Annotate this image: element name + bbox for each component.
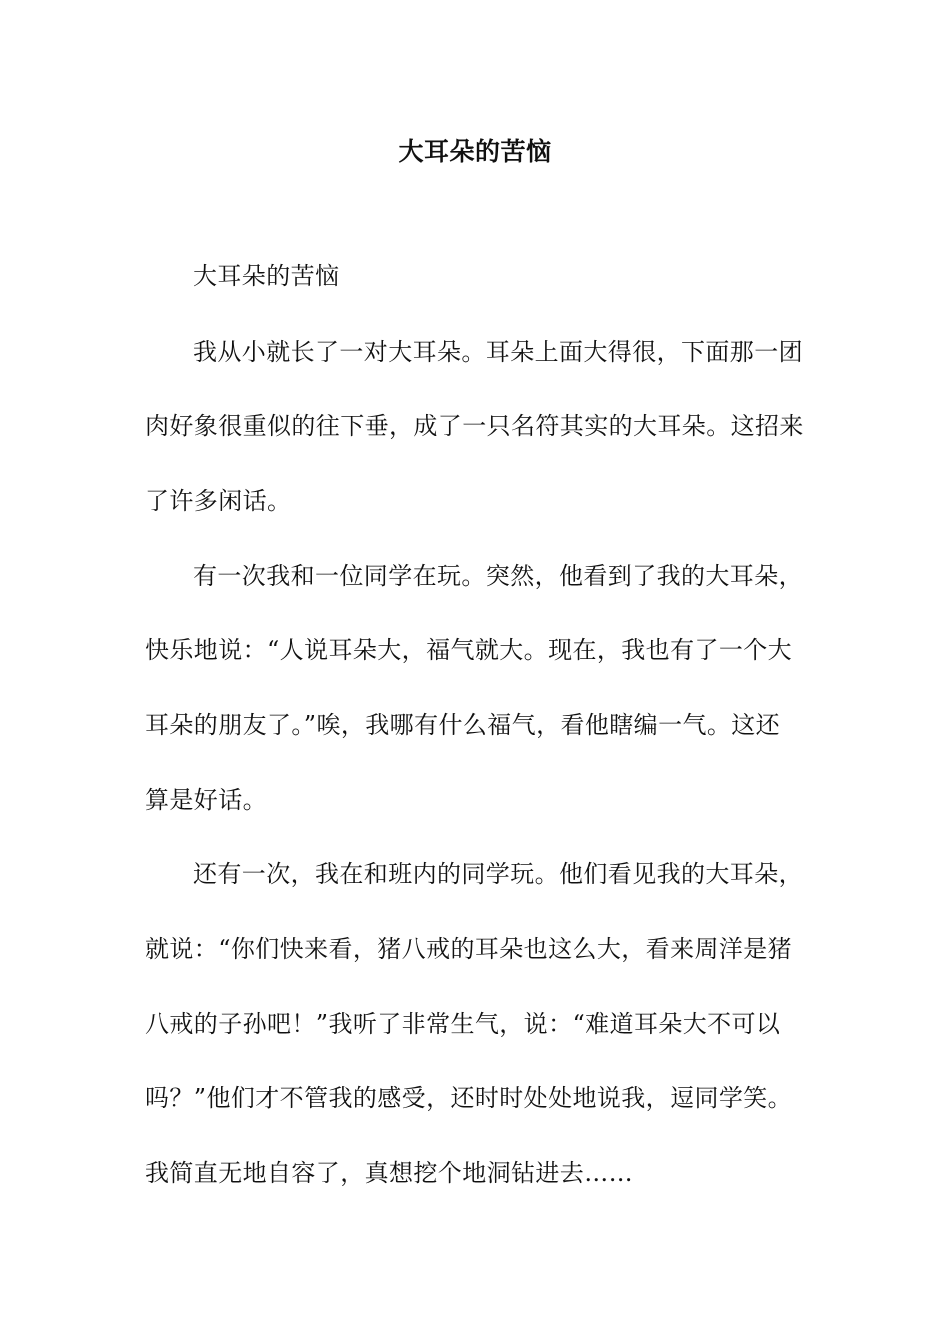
subtitle-line: 大耳朵的苦恼 (193, 262, 340, 290)
paragraph-3-line-4: 吗？”他们才不管我的感受，还时时处处地说我，逗同学笑。 (145, 1084, 793, 1112)
paragraph-2-line-1: 有一次我和一位同学在玩。突然，他看到了我的大耳朵， (193, 562, 803, 590)
paragraph-2-line-4: 算是好话。 (145, 786, 267, 814)
paragraph-1-line-1: 我从小就长了一对大耳朵。耳朵上面大得很，下面那一团 (193, 338, 803, 366)
paragraph-3-line-2: 就说：“你们快来看，猪八戒的耳朵也这么大，看来周洋是猪 (145, 935, 793, 963)
paragraph-2-line-2: 快乐地说：“人说耳朵大，福气就大。现在，我也有了一个大 (145, 636, 793, 664)
paragraph-3-line-1: 还有一次，我在和班内的同学玩。他们看见我的大耳朵， (193, 860, 803, 888)
document-title: 大耳朵的苦恼 (398, 137, 552, 166)
paragraph-2-line-3: 耳朵的朋友了。”唉，我哪有什么福气，看他瞎编一气。这还 (145, 711, 781, 739)
paragraph-3-line-5: 我简直无地自容了，真想挖个地洞钻进去…… (145, 1159, 633, 1187)
paragraph-3-line-3: 八戒的子孙吧！”我听了非常生气，说：“难道耳朵大不可以 (145, 1010, 781, 1038)
paragraph-1-line-2: 肉好象很重似的往下垂，成了一只名符其实的大耳朵。这招来 (145, 412, 804, 440)
paragraph-1-line-3: 了许多闲话。 (145, 487, 292, 515)
